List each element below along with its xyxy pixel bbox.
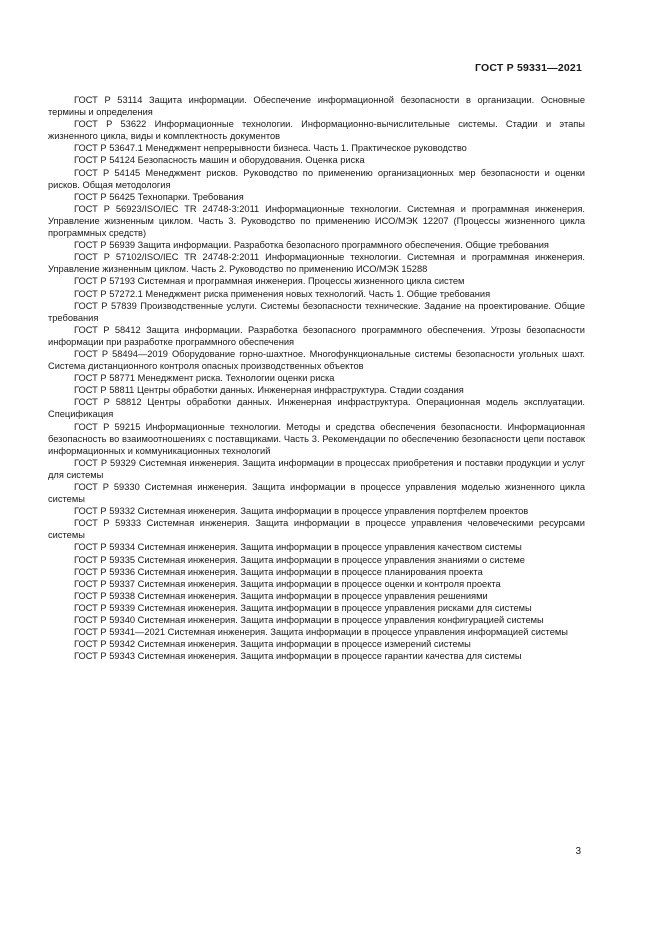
reference-item: ГОСТ Р 57193 Системная и программная инженерия. Процессы жизненного цикла систем bbox=[74, 276, 465, 287]
reference-item: ГОСТ Р 57839 Производственные услуги. Системы безопасности технические. Задание на проектирование. Общие требования bbox=[48, 300, 585, 323]
reference-item: ГОСТ Р 53622 Информационные технологии. Информационно-вычислительные системы. Стадии и этапы жизненного цикла, виды и комплектность документов bbox=[48, 119, 585, 142]
reference-item: ГОСТ Р 57272.1 Менеджмент риска применения новых технологий. Часть 1. Общие требования bbox=[74, 288, 491, 299]
references-list bbox=[48, 94, 585, 662]
reference-item: ГОСТ Р 58771 Менеджмент риска. Технологии оценки риска bbox=[74, 373, 335, 384]
reference-item: ГОСТ Р 59342 Системная инженерия. Защита информации в процессе измерений системы bbox=[74, 639, 471, 650]
reference-item: ГОСТ Р 56923/ISO/IEC TR 24748-3:2011 Информационные технологии. Системная и программная инженерия. Управление жизненным циклом. Часть 3. Руководство по применению ИСО/МЭК 12207 (Процессы жизненного цикла программных средств) bbox=[48, 203, 585, 239]
reference-item: ГОСТ Р 58412 Защита информации. Разработка безопасного программного обеспечения. Угрозы безопасности информации при разработке программного обеспечения bbox=[48, 324, 585, 347]
reference-item: ГОСТ Р 59330 Системная инженерия. Защита информации в процессе управления моделью жизненного цикла системы bbox=[48, 482, 585, 505]
reference-item: ГОСТ Р 57102/ISO/IEC TR 24748-2:2011 Информационные технологии. Системная и программная инженерия. Управление жизненным циклом. Часть 2. Руководство по применению ИСО/МЭК 15288 bbox=[48, 252, 585, 275]
reference-item: ГОСТ Р 59332 Системная инженерия. Защита информации в процессе управления портфелем проектов bbox=[74, 506, 529, 517]
reference-item: ГОСТ Р 53647.1 Менеджмент непрерывности бизнеса. Часть 1. Практическое руководство bbox=[74, 143, 467, 154]
reference-item: ГОСТ Р 59341—2021 Системная инженерия. Защита информации в процессе управления информацией системы bbox=[74, 627, 568, 638]
reference-item: ГОСТ Р 59334 Системная инженерия. Защита информации в процессе управления качеством системы bbox=[74, 542, 522, 553]
reference-item: ГОСТ Р 56939 Защита информации. Разработка безопасного программного обеспечения. Общие требования bbox=[74, 240, 549, 251]
reference-item: ГОСТ Р 54124 Безопасность машин и оборудования. Оценка риска bbox=[74, 155, 365, 166]
reference-item: ГОСТ Р 56425 Технопарки. Требования bbox=[74, 191, 244, 202]
reference-item: ГОСТ Р 54145 Менеджмент рисков. Руководство по применению организационных мер безопасности и оценки рисков. Общая методология bbox=[48, 167, 585, 190]
reference-item: ГОСТ Р 53114 Защита информации. Обеспечение информационной безопасности в организации. Основные термины и определения bbox=[48, 95, 585, 118]
reference-item: ГОСТ Р 58811 Центры обработки данных. Инженерная инфраструктура. Стадии создания bbox=[74, 385, 464, 396]
reference-item: ГОСТ Р 59215 Информационные технологии. Методы и средства обеспечения безопасности. Информационная безопасность во взаимоотношениях с поставщиками. Часть 3. Рекомендации по обеспечению безопасности цепи поставок информационных и коммуникационных технологий bbox=[48, 421, 585, 456]
reference-item: ГОСТ Р 59333 Системная инженерия. Защита информации в процессе управления человеческими ресурсами системы bbox=[48, 518, 585, 541]
reference-item: ГОСТ Р 59340 Системная инженерия. Защита информации в процессе управления конфигурацией системы bbox=[74, 615, 544, 626]
reference-item: ГОСТ Р 58494—2019 Оборудование горно-шахтное. Многофункциональные системы безопасности угольных шахт. Система дистанционного контроля опасных производственных объектов bbox=[48, 348, 585, 372]
page-number: 3 bbox=[575, 846, 581, 857]
reference-item: ГОСТ Р 59338 Системная инженерия. Защита информации в процессе управления решениями bbox=[74, 590, 488, 601]
reference-item: ГОСТ Р 58812 Центры обработки данных. Инженерная инфраструктура. Операционная модель эксплуатации. Спецификация bbox=[48, 397, 585, 420]
reference-item: ГОСТ Р 59339 Системная инженерия. Защита информации в процессе управления рисками для системы bbox=[74, 602, 532, 613]
reference-item: ГОСТ Р 59343 Системная инженерия. Защита информации в процессе гарантии качества для системы bbox=[74, 651, 522, 662]
reference-item: ГОСТ Р 59329 Системная инженерия. Защита информации в процессах приобретения и поставки продукции и услуг для системы bbox=[48, 457, 585, 480]
document-header: ГОСТ Р 59331—2021 bbox=[474, 62, 582, 74]
reference-item: ГОСТ Р 59337 Системная инженерия. Защита информации в процессе оценки и контроля проекта bbox=[74, 578, 501, 589]
reference-item: ГОСТ Р 59335 Системная инженерия. Защита информации в процессе управления знаниями о системе bbox=[74, 554, 525, 565]
reference-item: ГОСТ Р 59336 Системная инженерия. Защита информации в процессе планирования проекта bbox=[74, 566, 483, 577]
